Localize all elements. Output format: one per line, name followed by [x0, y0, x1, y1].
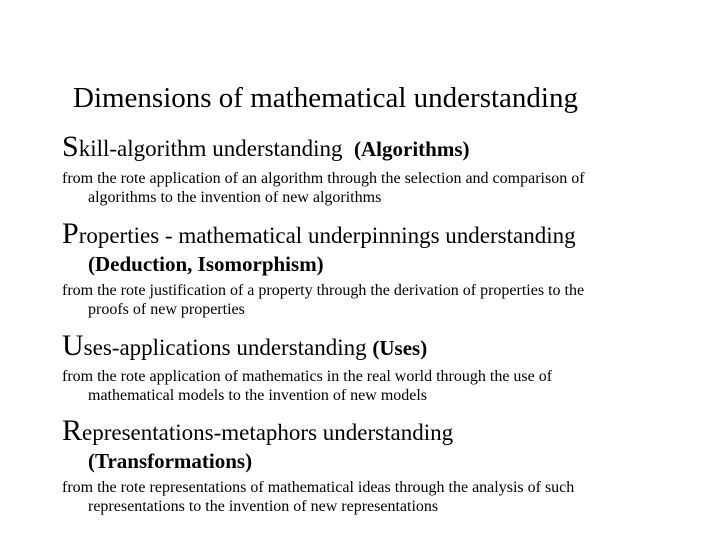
section-description-skill-algorithm [62, 169, 662, 207]
section-heading-text: ses-applications understanding [83, 335, 367, 360]
section-description-properties [62, 281, 662, 319]
section-description-uses-applications [62, 367, 662, 405]
description-line: mathematical models to the invention of new models [88, 387, 428, 404]
section-description-representations-metaphors [62, 478, 662, 516]
section-heading-text: epresentations-metaphors understanding [82, 420, 454, 445]
description-line: from the rote application of an algorithm through the selection and comparison of [62, 170, 585, 187]
section-heading-initial: S [62, 130, 79, 163]
section-heading-skill-algorithm [62, 132, 470, 164]
description-line: from the rote representations of mathematical ideas through the analysis of such [62, 479, 575, 496]
section-heading-uses-applications [62, 331, 427, 363]
section-heading-representations-metaphors [62, 416, 453, 448]
section-parenthetical: (Transformations) [88, 449, 253, 473]
section-heading-initial: U [62, 329, 84, 362]
section-parenthetical: (Algorithms) [354, 137, 470, 161]
section-heading-text: roperties - mathematical underpinnings understanding [78, 223, 576, 248]
section-heading-initial: R [62, 414, 83, 447]
description-line: algorithms to the invention of new algorithms [88, 189, 382, 206]
description-line: proofs of new properties [88, 301, 245, 318]
section-parenthetical: (Uses) [372, 336, 428, 360]
description-line: from the rote justification of a property through the derivation of properties to the [62, 282, 585, 299]
section-heading-initial: P [62, 217, 79, 250]
description-line: from the rote application of mathematics in the real world through the use of [62, 368, 553, 385]
section-parenthetical: (Deduction, Isomorphism) [88, 252, 324, 276]
section-heading-text: kill-algorithm understanding [78, 136, 343, 161]
slide-title: Dimensions of mathematical understanding [73, 82, 578, 114]
description-line: representations to the invention of new representations [88, 498, 439, 515]
section-heading-properties [62, 219, 576, 251]
